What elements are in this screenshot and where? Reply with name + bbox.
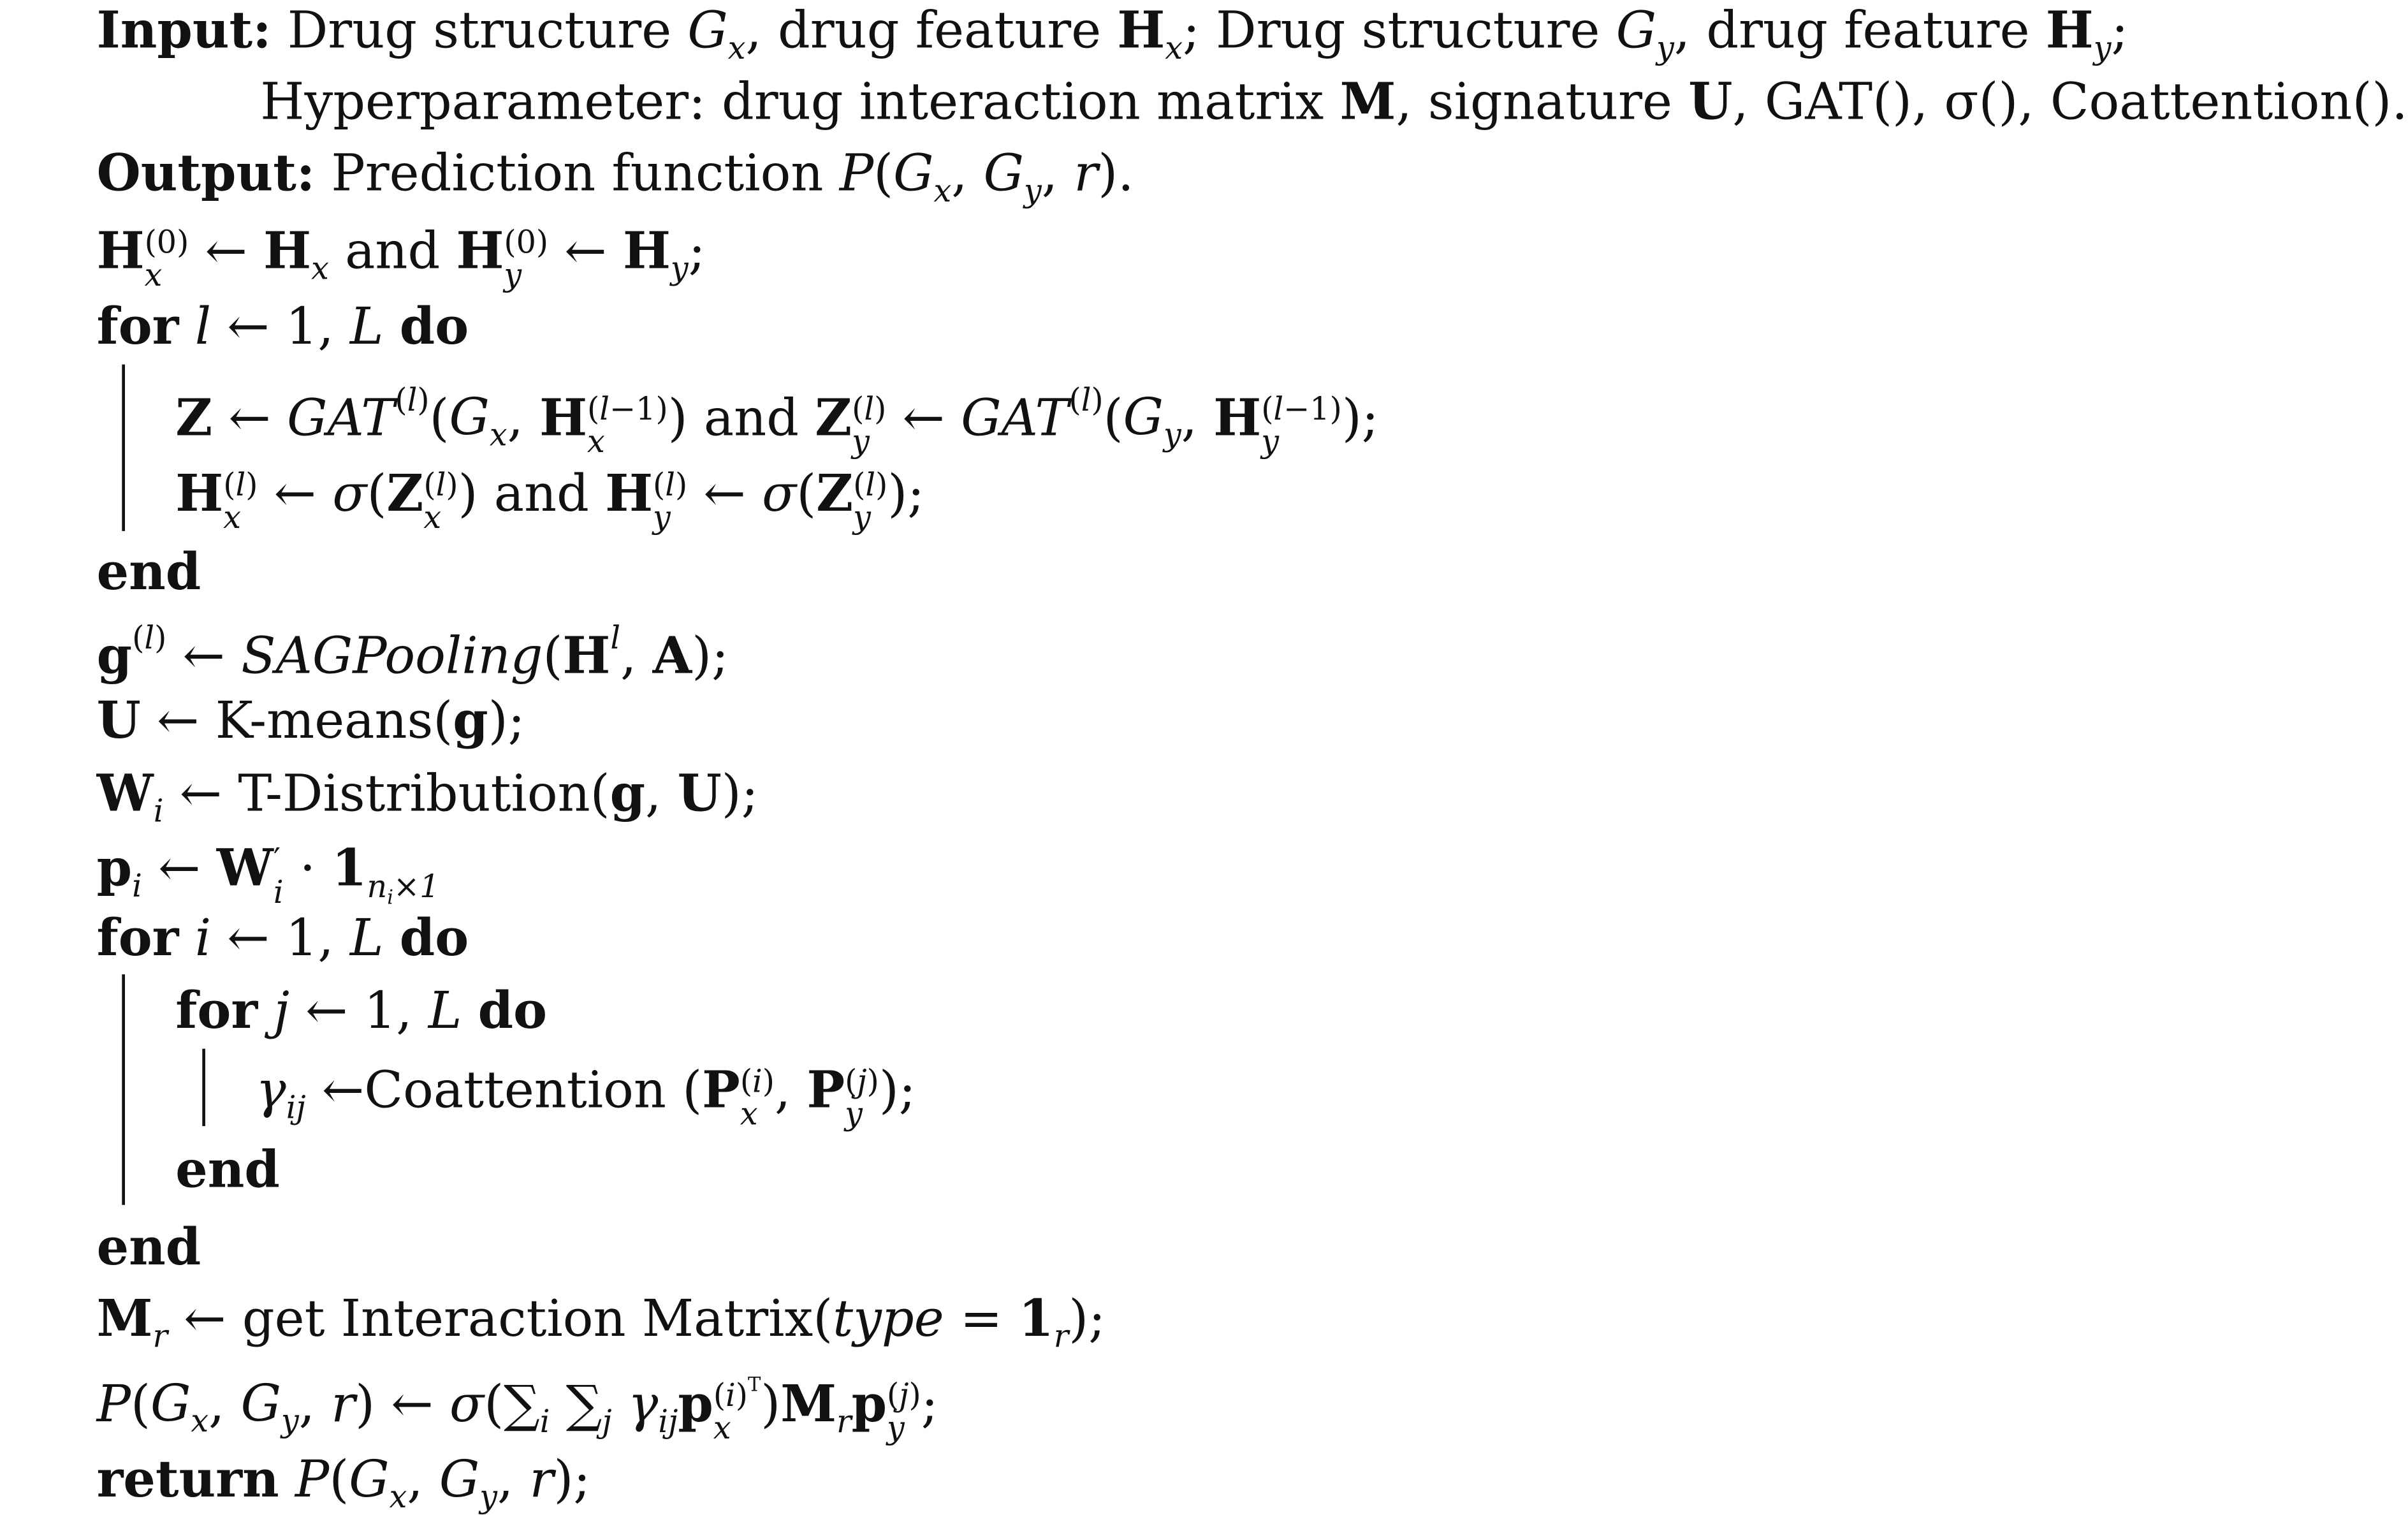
algo-for-j-line: for j ← 1, L do [175, 981, 548, 1042]
algo-end-2: end [175, 1141, 280, 1201]
algo-kmeans-line: U ← K-means(g); [96, 691, 525, 752]
loop-bar-2 [122, 974, 125, 1205]
algo-end-3: end [96, 1218, 201, 1278]
algo-input-line: Input: Drug structure $G_x$, drug feature $H_x$; Drug structure $G_y$, drug feature $H_y$; [96, 1, 2129, 66]
algo-for-l-line: for l ← 1, L do [96, 297, 469, 357]
algo-pooling-line: $g^{(l)}$ ← $SAGPooling(H^l$, A); [96, 618, 729, 687]
algo-hyperparameter-line: Hyperparameter: drug interaction matrix M, signature U, GAT(), σ(), Coattention(). [260, 73, 2408, 133]
algo-sigma-line: H (l) x ← σ(Z (l) x ) and H (l) y ← σ(Z (l) y ); [175, 464, 925, 536]
algo-gat-line: Z ← $GAT^{(l)}(G_x$, H (l−1) x ) and Z (l) y ← $GAT^{(l)}(G_y$, H (l−1) y ); [175, 381, 1379, 460]
algo-return-line: return $P(G_x$, $G_y$, r); [96, 1450, 591, 1515]
algo-prediction-line: $P(G_x$, $G_y$, r) ← $\sigma(\sum_i$ $\sum_j$ $\gamma_{ij}p$ $(i)^T$ x )$M_rp$ (j) y ; [96, 1374, 938, 1447]
algo-p-line: $p_i$ ← W ′ i · $1_{n_i\times 1}$ [96, 839, 440, 911]
algo-for-i-line: for i ← 1, L do [96, 909, 469, 969]
algo-output-line: Output: Prediction function $P(G_x$, $G_y$, r). [96, 144, 1134, 209]
algo-coattention-line: $\gamma_{ij}$ ←Coattention (P (i) x , P (j) y ); [256, 1060, 916, 1132]
algo-tdist-line: $W_i$ ← T-Distribution(g, U); [96, 765, 759, 830]
algo-matrix-line: $M_r$ ← get Interaction Matrix(type = $1_r$); [96, 1289, 1106, 1354]
algo-end-1: end [96, 543, 201, 603]
loop-bar-1 [122, 365, 125, 531]
loop-bar-3 [202, 1049, 205, 1126]
algo-init-line: H (0) x ← $H_x$ and H (0) y ← $H_y$; [96, 222, 706, 293]
